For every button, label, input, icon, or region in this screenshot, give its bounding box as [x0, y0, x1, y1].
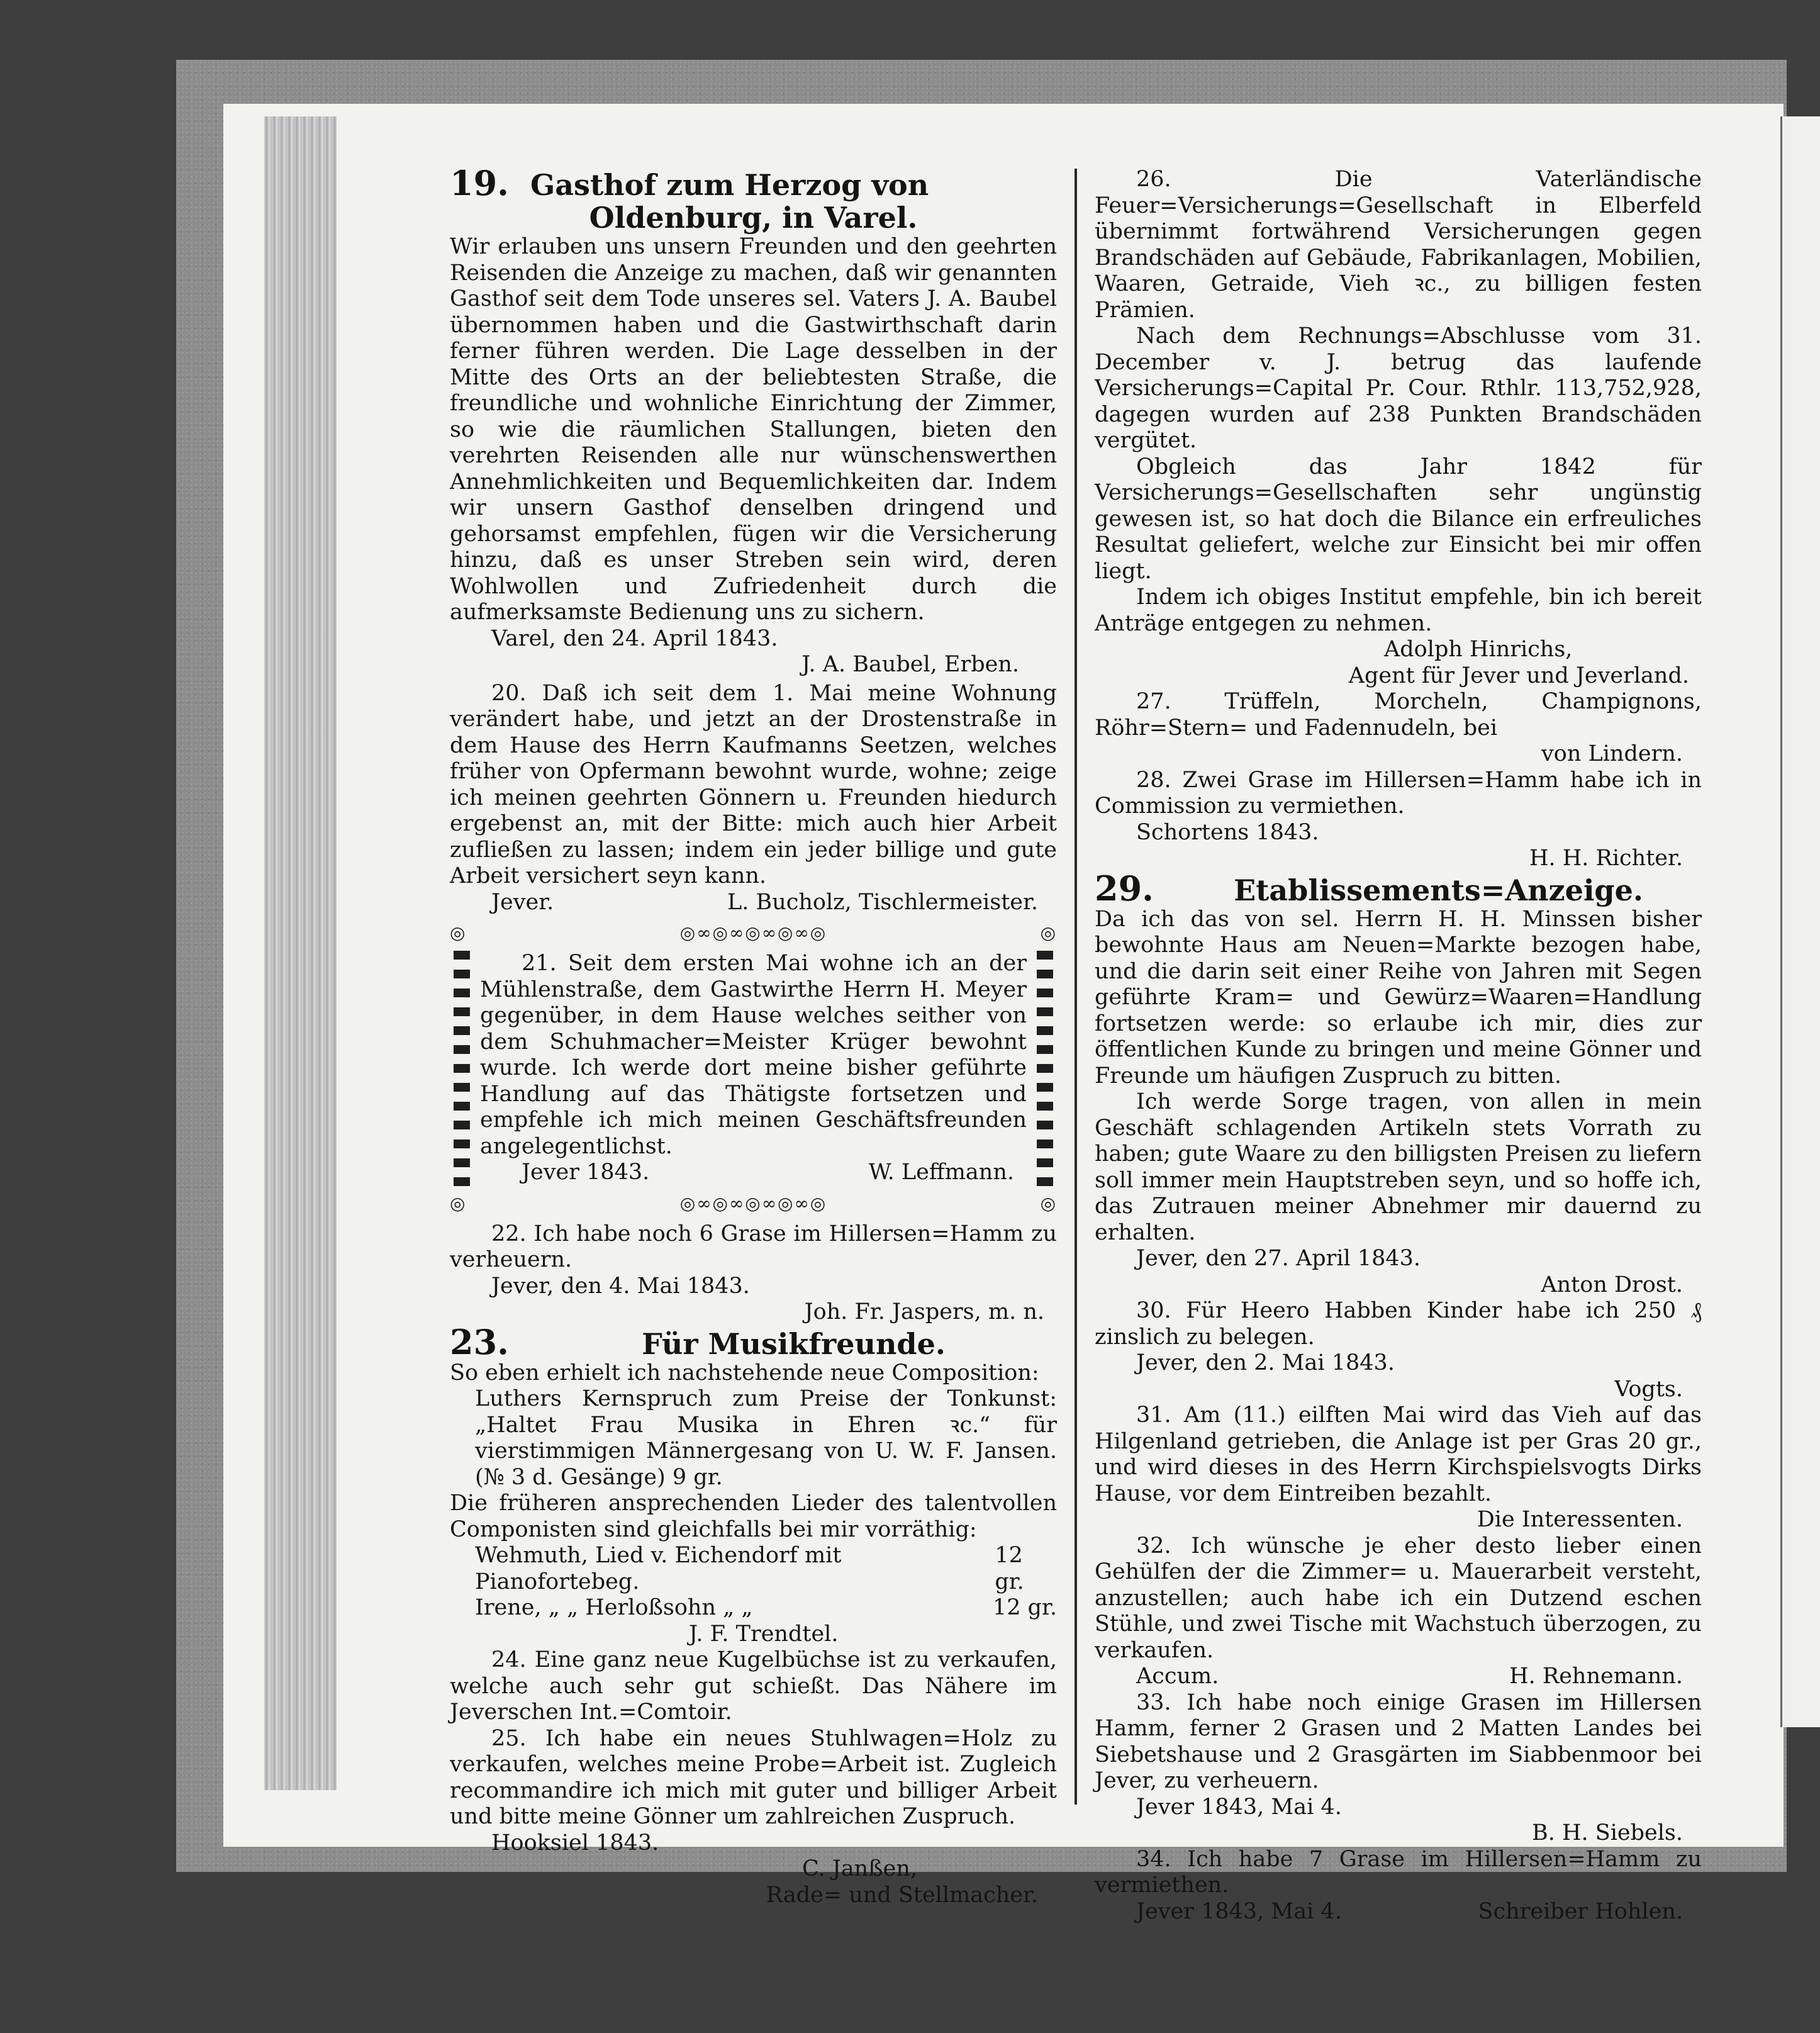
ad-body: 21. Seit dem ersten Mai wohne ich an der Mühlenstraße, dem Gastwirthe Herrn H. Meyer gegenüber, in dem Hause welches seither von dem Schuhmacher=Meister Krüger bewohnt wurde. Ich werde dort meine bisher geführte Handlung auf das Thätigste fortsetzen und empfehle ich mich meinen Geschäftsfreunden angelegentlichst.: [480, 951, 1027, 1159]
ad-body: 25. Ich habe ein neues Stuhlwagen=Holz zu verkaufen, welches meine Probe=Arbeit ist. Zugleich recommandire ich mich mit guter und billiger Arbeit und bitte meine Gönner um zahlreichen Zuspruch.: [450, 1725, 1057, 1829]
ad-signature: Die Interessenten.: [1477, 1507, 1683, 1532]
facing-page-edge: [1780, 116, 1820, 1727]
ad-body: Luthers Kernspruch zum Preise der Tonkunst: „Haltet Frau Musika in Ehren ꝛc.“ für vierstimmigen Männergesang von U. W. F. Jansen. (№ 3 d. Gesänge) 9 gr.: [475, 1386, 1057, 1490]
advertisement-21: [450, 951, 1057, 1186]
column-divider: [1075, 169, 1077, 1805]
ad-place-date: Jever, den 27. April 1843.: [1136, 1246, 1421, 1271]
music-list-item: [450, 1543, 1057, 1595]
music-title: Wehmuth, Lied v. Eichendorf mit Pianofortebeg.: [475, 1543, 842, 1594]
ad-signature: Anton Drost.: [1541, 1272, 1683, 1297]
ad-place: Hooksiel 1843.: [491, 1830, 659, 1856]
ad-body-3: Obgleich das Jahr 1842 für Versicherungs=Gesellschaften sehr ungünstig gewesen ist, so hat doch die Bilance ein erfreuliches Resultat geliefert, welche zur Einsicht bei mir offen liegt.: [1095, 454, 1702, 584]
advertisement-22: [450, 1221, 1057, 1326]
advertisement-23: [450, 1321, 1057, 1648]
advertisement-28: [1095, 768, 1702, 872]
ad-body-4: Indem ich obiges Institut empfehle, bin ich bereit Anträge entgegen zu nehmen.: [1095, 585, 1702, 636]
ornament-chain: ◎∞◎∞◎∞◎∞◎: [679, 1192, 827, 1214]
ad-heading: [450, 163, 1057, 203]
ad-signature: J. A. Baubel, Erben.: [801, 652, 1019, 677]
ad-body: 28. Zwei Grase im Hillersen=Hamm habe ich in Commission zu vermiethen.: [1095, 767, 1702, 819]
ad-body: Da ich das von sel. Herrn H. H. Minssen bisher bewohnte Haus am Neuen=Markte bezogen habe, und die darin seit einer Reihe von Jahren mit Segen geführte Kram= und Gewürz=Waaren=Handlung fortsetzen werde: so erlaube ich mir, dies zur öffentlichen Kunde zu bringen und meine Gönner und Freunde um häufigen Zuspruch zu bitten.: [1095, 906, 1702, 1089]
left-column: [450, 163, 1057, 1908]
ad-title: Für Musikfreunde.: [642, 1326, 946, 1361]
music-price: 12 gr.: [992, 1595, 1057, 1620]
ad-signature: W. Leffmann.: [868, 1160, 1014, 1185]
ad-body: 27. Trüffeln, Morcheln, Champignons, Röhr=Stern= und Fadennudeln, bei: [1095, 689, 1702, 741]
ad-place: Schortens 1843.: [1136, 819, 1319, 845]
ad-body: 32. Ich wünsche je eher desto lieber einen Gehülfen der die Zimmer= u. Mauerarbeit versteht, anzustellen; auch habe ich ein Dutzend eschen Stühle, und zwei Tische mit Wachstuch überzogen, zu verkaufen.: [1095, 1533, 1702, 1663]
music-price: 12 gr.: [995, 1543, 1024, 1594]
ad-signature: H. Rehnemann.: [1509, 1664, 1683, 1689]
ad-body: 33. Ich habe noch einige Grasen im Hillersen Hamm, ferner 2 Grasen und 2 Matten Landes bei Siebetshause und 2 Grasgärten im Siabbenmoor bei Jever, zu verheuern.: [1095, 1689, 1702, 1793]
ad-place: Accum.: [1136, 1664, 1219, 1689]
ad-body: 30. Für Heero Habben Kinder habe ich 250 ₰ zinslich zu belegen.: [1095, 1298, 1702, 1350]
ad-number: 23.: [450, 1321, 509, 1362]
ad-number: 19.: [450, 163, 509, 203]
ad-signature: H. H. Richter.: [1529, 846, 1683, 871]
ad-title: Etablissements=Anzeige.: [1234, 873, 1643, 907]
ornament-rosette-icon: ◎: [450, 922, 467, 944]
advertisement-32: [1095, 1533, 1702, 1690]
ad-place-date: Jever 1843, Mai 4.: [1136, 1794, 1342, 1820]
ad-number: 29.: [1095, 868, 1154, 909]
page-edges: [264, 116, 337, 1790]
advertisement-30: [1095, 1298, 1702, 1403]
advertisement-27: [1095, 689, 1702, 768]
ad-place-date: Jever, den 2. Mai 1843.: [1136, 1350, 1395, 1375]
advertisement-31: [1095, 1403, 1702, 1533]
ad-signature: Joh. Fr. Jaspers, m. n.: [804, 1299, 1044, 1325]
ornament-border-bottom: [450, 1192, 1057, 1214]
music-title: Irene, „ „ Herloßsohn „ „: [475, 1595, 753, 1620]
ad-heading: [1095, 868, 1702, 909]
ad-heading: [450, 1321, 1057, 1362]
advertisement-25: [450, 1726, 1057, 1909]
ad-signature-title: Agent für Jever und Jeverland.: [1348, 663, 1689, 688]
ad-body-2: Die früheren ansprechenden Lieder des talentvollen Componisten sind gleichfalls bei mir vorräthig:: [450, 1491, 1057, 1542]
ad-signature: Vogts.: [1614, 1376, 1683, 1402]
advertisement-19: [450, 163, 1057, 678]
ad-title: Gasthof zum Herzog von: [530, 168, 929, 202]
ad-body: 22. Ich habe noch 6 Grase im Hillersen=Hamm zu verheuern.: [450, 1221, 1057, 1272]
ad-signature: B. H. Siebels.: [1531, 1820, 1683, 1845]
ad-signature: von Lindern.: [1541, 741, 1683, 766]
ornament-chain: ◎∞◎∞◎∞◎∞◎: [679, 922, 827, 944]
ad-title-line2: Oldenburg, in Varel.: [589, 201, 918, 235]
ad-body-2: Nach dem Rechnungs=Abschlusse vom 31. December v. J. betrug das laufende Versicherungs=Capital Pr. Cour. Rthlr. 113,752,928, dagegen wurden auf 238 Punkten Brandschäden vergütet.: [1095, 323, 1702, 453]
advertisement-29: [1095, 868, 1702, 1299]
ad-footer: [1095, 1899, 1702, 1925]
advertisement-34: [1095, 1847, 1702, 1925]
ad-body: 31. Am (11.) eilften Mai wird das Vieh auf das Hilgenland getrieben, die Anlage ist per Gras 20 gr., und wird dieses in des Herrn Kirchspielsvogts Dirks Hause, vor dem Eintreiben bezahlt.: [1095, 1403, 1702, 1506]
ad-intro: So eben erhielt ich nachstehende neue Composition:: [450, 1360, 1039, 1386]
ornament-border-top: [450, 924, 1057, 942]
ad-body: 26. Die Vaterländische Feuer=Versicherungs=Gesellschaft in Elberfeld übernimmt fortwährend Versicherungen gegen Brandschäden auf Gebäude, Fabrikanlagen, Mobilien, Waaren, Getraide, Vieh ꝛc., zu billigen festen Prämien.: [1095, 167, 1702, 323]
ad-footer: [450, 890, 1057, 916]
ad-body: Wir erlauben uns unsern Freunden und den geehrten Reisenden die Anzeige zu machen, daß wir genannten Gasthof seit dem Tode unseres sel. Vaters J. A. Baubel übernommen haben und die Gastwirthschaft darin ferner führen werden. Die Lage desselben in der Mitte des Orts an der beliebtesten Straße, die freundliche und wohnliche Einrichtung der Zimmer, so wie die räumlichen Stallungen, bieten den verehrten Reisenden alle nur wünschenswerthen Annehmlichkeiten und Bequemlichkeiten dar. Indem wir unsern Gasthof denselben dringend und gehorsamst empfehlen, fügen wir die Versicherung hinzu, daß es unser Streben sein wird, deren Wohlwollen und Zufriedenheit durch die aufmerksamste Bedienung uns zu sichern.: [450, 234, 1057, 625]
ad-footer: [480, 1160, 1027, 1186]
ad-signature: Schreiber Hohlen.: [1478, 1898, 1683, 1924]
advertisement-33: [1095, 1690, 1702, 1847]
ornament-rosette-icon: ◎: [1040, 922, 1057, 944]
ad-place: Jever 1843.: [522, 1160, 650, 1185]
advertisement-26: [1095, 167, 1702, 689]
ad-signature: C. Janßen,: [802, 1856, 917, 1881]
ornament-rosette-icon: ◎: [450, 1192, 467, 1214]
ad-place-date: Varel, den 24. April 1843.: [491, 625, 778, 651]
ad-body-2: Ich werde Sorge tragen, von allen in mein Geschäft schlagenden Artikeln stets Vorrath zu haben; gute Waare zu den billigsten Preisen zu liefern soll immer mein Hauptstreben seyn, und so hoffe ich, das Zutrauen meiner Abnehmer mir dauernd zu erhalten.: [1095, 1089, 1702, 1245]
music-list-item: [450, 1595, 1057, 1621]
ad-signature-title: Rade= und Stellmacher.: [766, 1882, 1038, 1908]
right-column: [1095, 167, 1702, 1925]
ornament-rosette-icon: ◎: [1040, 1192, 1057, 1214]
ad-body: 20. Daß ich seit dem 1. Mai meine Wohnung verändert habe, und jetzt an der Drostenstraße in dem Hause des Herrn Kaufmanns Seetzen, welches früher von Opfermann bewohnt wurde, wohne; zeige ich meinen geehrten Gönnern u. Freunden hiedurch ergebenst an, mit der Bitte: mich auch hier Arbeit zufließen zu lassen; indem ein jeder billige und gute Arbeit versichert seyn kann.: [450, 680, 1057, 888]
ad-body: 24. Eine ganz neue Kugelbüchse ist zu verkaufen, welche auch sehr gut schießt. Das Nähere im Jeverschen Int.=Comtoir.: [450, 1647, 1057, 1725]
ad-place-date: Jever 1843, Mai 4.: [1136, 1898, 1342, 1924]
advertisement-24: [450, 1647, 1057, 1726]
ad-place: Jever.: [491, 889, 554, 915]
ad-place-date: Jever, den 4. Mai 1843.: [491, 1273, 750, 1299]
ad-body: 34. Ich habe 7 Grase im Hillersen=Hamm zu vermiethen.: [1095, 1846, 1702, 1898]
ad-signature: L. Bucholz, Tischlermeister.: [727, 889, 1038, 915]
ad-footer: [1095, 1664, 1702, 1690]
ad-signature: J. F. Trendtel.: [689, 1621, 839, 1647]
ad-signature: Adolph Hinrichs,: [1384, 637, 1573, 662]
advertisement-20: [450, 681, 1057, 916]
